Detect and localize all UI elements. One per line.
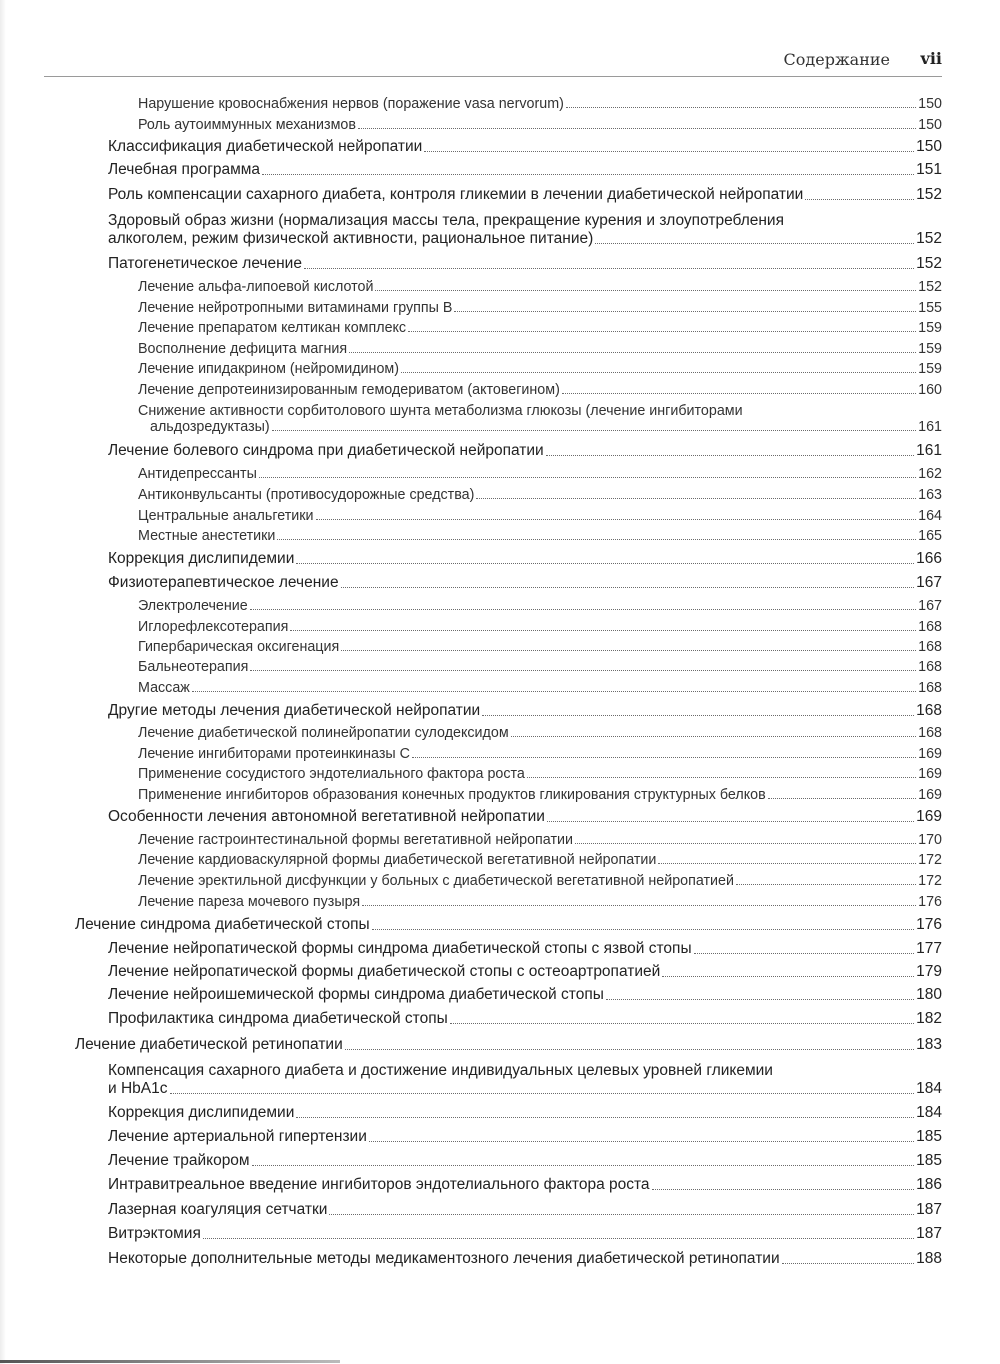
toc-entry[interactable] [138, 619, 942, 635]
toc-entry-page: 160 [918, 382, 942, 398]
dot-leader [575, 842, 916, 844]
toc-entry-label: Лечение диабетической ретинопатии [75, 1036, 343, 1053]
toc-entry-page: 152 [916, 186, 942, 203]
toc-entry-label: Центральные анальгетики [138, 508, 314, 524]
toc-entry-page: 187 [916, 1225, 942, 1242]
toc-entry-page: 187 [916, 1201, 942, 1218]
toc-entry-page: 182 [916, 1010, 942, 1027]
dot-leader [250, 608, 916, 610]
toc-entry-page: 161 [918, 419, 942, 435]
dot-leader [192, 690, 916, 692]
toc-entry-label: Лечение пареза мочевого пузыря [138, 894, 361, 910]
toc-entry-label: Лечение альфа-липоевой кислотой [138, 279, 374, 295]
toc-entry[interactable] [138, 487, 942, 503]
toc-entry-page: 150 [918, 117, 942, 133]
toc-entry-label: Витрэктомия [108, 1225, 201, 1242]
toc-entry-label: Снижение активности сорбитолового шунта метаболизма глюкозы (лечение ингибиторами [138, 403, 743, 419]
toc-entry[interactable] [108, 1104, 942, 1122]
toc-entry[interactable] [138, 832, 942, 848]
toc-entry[interactable] [75, 1036, 942, 1054]
dot-leader [362, 904, 916, 906]
toc-entry-label: Лечение гастроинтестинальной формы вегетативной нейропатии [138, 832, 573, 848]
toc-entry-page: 168 [918, 619, 942, 635]
toc-entry[interactable] [138, 300, 942, 316]
toc-entry[interactable] [138, 341, 942, 357]
toc-entry-page: 162 [918, 466, 942, 482]
toc-entry[interactable] [108, 186, 942, 204]
toc-entry-label-continuation: альдозредуктазы) [150, 419, 270, 435]
toc-entry[interactable] [138, 96, 942, 112]
dot-leader [341, 649, 916, 651]
toc-entry-label: Физиотерапевтическое лечение [108, 574, 339, 591]
toc-entry-page: 176 [918, 894, 942, 910]
toc-entry-page: 165 [918, 528, 942, 544]
dot-leader [546, 454, 914, 456]
toc-entry-page: 152 [918, 279, 942, 295]
toc-entry-label: Профилактика синдрома диабетической стопы [108, 1010, 448, 1027]
toc-entry[interactable] [108, 442, 942, 460]
dot-leader [401, 371, 916, 373]
toc-entry[interactable] [138, 598, 942, 614]
toc-entry-page: 168 [918, 659, 942, 675]
dot-leader [424, 150, 914, 152]
dot-leader [369, 1140, 914, 1142]
dot-leader [277, 538, 916, 540]
toc-entry-page: 169 [918, 766, 942, 782]
toc-entry-label: Антиконвульсанты (противосудорожные средства) [138, 487, 475, 503]
toc-entry[interactable] [138, 279, 942, 295]
dot-leader [547, 820, 914, 822]
dot-leader [296, 562, 914, 564]
dot-leader [511, 735, 916, 737]
toc-entry[interactable] [108, 161, 942, 179]
dot-leader [349, 351, 916, 353]
toc-entry-page: 184 [916, 1080, 942, 1097]
toc-entry[interactable] [138, 361, 942, 377]
toc-entry-label: Коррекция дислипидемии [108, 550, 295, 567]
dot-leader [341, 586, 915, 588]
toc-entry-page: 161 [916, 442, 942, 459]
toc-entry-label: Лечение нейротропными витаминами группы В [138, 300, 453, 316]
dot-leader [662, 975, 914, 977]
toc-entry[interactable] [108, 702, 942, 720]
toc-entry-label: Антидепрессанты [138, 466, 257, 482]
toc-entry-label-continuation: и HbA1c [108, 1080, 168, 1097]
toc-entry-page: 168 [918, 680, 942, 696]
dot-leader [694, 952, 915, 954]
toc-entry[interactable] [108, 574, 942, 592]
page-number: vii [920, 49, 942, 68]
dot-leader [805, 198, 914, 200]
toc-entry[interactable] [138, 787, 942, 803]
dot-leader [768, 797, 916, 799]
dot-leader [358, 127, 916, 129]
toc-entry-page: 167 [916, 574, 942, 591]
toc-entry[interactable] [138, 403, 942, 435]
dot-leader [454, 310, 916, 312]
toc-entry-page: 164 [918, 508, 942, 524]
toc-entry-label: Лечение диабетической полинейропатии сулодексидом [138, 725, 509, 741]
toc-entry-page: 179 [916, 963, 942, 980]
toc-entry[interactable] [108, 1250, 942, 1268]
toc-entry-label: Патогенетическое лечение [108, 255, 302, 272]
toc-entry[interactable] [138, 766, 942, 782]
bottom-page-edge [0, 1360, 340, 1363]
toc-entry-label: Нарушение кровоснабжения нервов (поражение vasa nervorum) [138, 96, 564, 112]
toc-entry[interactable] [138, 680, 942, 696]
toc-entry-page: 159 [918, 320, 942, 336]
dot-leader [476, 497, 916, 499]
toc-entry-page: 168 [918, 639, 942, 655]
toc-entry-label: Классификация диабетической нейропатии [108, 138, 423, 155]
toc-entry-label: Лечение артериальной гипертензии [108, 1128, 367, 1145]
toc-entry-page: 186 [916, 1176, 942, 1193]
dot-leader [329, 1213, 914, 1215]
toc-entry-label: Лечебная программа [108, 161, 261, 178]
toc-entry[interactable] [138, 528, 942, 544]
toc-entry[interactable] [138, 382, 942, 398]
toc-entry-page: 152 [916, 255, 942, 272]
dot-leader [375, 289, 916, 291]
toc-entry-page: 176 [916, 916, 942, 933]
dot-leader [250, 669, 916, 671]
toc-entry-page: 167 [918, 598, 942, 614]
toc-entry-page: 180 [916, 986, 942, 1003]
toc-entry-page: 168 [916, 702, 942, 719]
toc-entry[interactable] [108, 138, 942, 156]
toc-entry-label: Лечение препаратом келтикан комплекс [138, 320, 407, 336]
toc-entry-page: 155 [918, 300, 942, 316]
dot-leader [736, 883, 916, 885]
dot-leader [304, 267, 914, 269]
toc-entry[interactable] [138, 508, 942, 524]
toc-entry[interactable] [138, 725, 942, 741]
toc-entry-label: Лазерная коагуляция сетчатки [108, 1201, 328, 1218]
toc-entry-page: 185 [916, 1128, 942, 1145]
dot-leader [408, 330, 916, 332]
toc-entry-label: Лечение ингибиторами протеинкиназы С [138, 746, 410, 762]
dot-leader [290, 629, 916, 631]
toc-entry-label: Иглорефлексотерапия [138, 619, 289, 635]
toc-entry-page: 184 [916, 1104, 942, 1121]
toc-entry[interactable] [108, 1201, 942, 1219]
toc-entry-label: Гипербарическая оксигенация [138, 639, 340, 655]
toc-entry-label: Восполнение дефицита магния [138, 341, 348, 357]
toc-entry-label: Лечение нейропатической формы синдрома диабетической стопы с язвой стопы [108, 940, 692, 957]
dot-leader [372, 928, 914, 930]
toc-entry-label: Лечение синдрома диабетической стопы [75, 916, 370, 933]
toc-entry[interactable] [138, 852, 942, 868]
toc-entry-label: Лечение трайкором [108, 1152, 250, 1169]
toc-entry[interactable] [138, 873, 942, 889]
toc-entry-label: Здоровый образ жизни (нормализация массы тела, прекращение курения и злоупотребления [108, 212, 784, 229]
toc-entry[interactable] [138, 894, 942, 910]
dot-leader [566, 106, 916, 108]
toc-entry-label: Другие методы лечения диабетической нейропатии [108, 702, 481, 719]
toc-entry[interactable] [108, 550, 942, 568]
running-header [44, 46, 942, 77]
dot-leader [345, 1048, 914, 1050]
toc-entry-page: 169 [918, 787, 942, 803]
page-edge-shadow [0, 0, 6, 1364]
toc-entry-label: Коррекция дислипидемии [108, 1104, 295, 1121]
toc-entry-page: 163 [918, 487, 942, 503]
toc-entry-label: Применение сосудистого эндотелиального фактора роста [138, 766, 525, 782]
dot-leader [412, 756, 916, 758]
toc-entry[interactable] [138, 320, 942, 336]
toc-entry-page: 185 [916, 1152, 942, 1169]
toc-entry-page: 151 [916, 161, 942, 178]
toc-entry[interactable] [138, 746, 942, 762]
toc-entry-label: Лечение нейропатической формы диабетической стопы с остеоартропатией [108, 963, 661, 980]
dot-leader [450, 1022, 914, 1024]
dot-leader [259, 476, 916, 478]
dot-leader [606, 998, 914, 1000]
toc-entry-page: 183 [916, 1036, 942, 1053]
toc-entry-label-continuation: алкоголем, режим физической активности, рациональное питание) [108, 230, 594, 247]
toc-entry[interactable] [108, 986, 942, 1004]
toc-entry-label: Роль аутоиммунных механизмов [138, 117, 356, 133]
toc-entry[interactable] [138, 659, 942, 675]
dot-leader [782, 1262, 915, 1264]
toc-entry[interactable] [138, 466, 942, 482]
toc-entry-label: Массаж [138, 680, 190, 696]
toc-entry-label: Лечение эректильной дисфункции у больных с диабетической вегетативной нейропатией [138, 873, 734, 889]
toc-entry[interactable] [108, 1225, 942, 1243]
toc-entry[interactable] [138, 117, 942, 133]
toc-entry-label: Применение ингибиторов образования конечных продуктов гликирования структурных белков [138, 787, 766, 803]
dot-leader [652, 1188, 915, 1190]
toc-entry-label: Некоторые дополнительные методы медикаментозного лечения диабетической ретинопатии [108, 1250, 780, 1267]
toc-entry-label: Лечение нейроишемической формы синдрома диабетической стопы [108, 986, 604, 1003]
toc-entry-page: 170 [918, 832, 942, 848]
toc-entry[interactable] [108, 1062, 942, 1098]
toc-entry[interactable] [108, 808, 942, 826]
dot-leader [316, 518, 917, 520]
toc-entry-label: Особенности лечения автономной вегетативной нейропатии [108, 808, 545, 825]
toc-entry-page: 150 [916, 138, 942, 155]
toc-entry-label: Бальнеотерапия [138, 659, 249, 675]
toc-entry[interactable] [108, 212, 942, 248]
toc-entry-page: 177 [916, 940, 942, 957]
toc-entry[interactable] [108, 1176, 942, 1194]
toc-entry-label: Роль компенсации сахарного диабета, контроля гликемии в лечении диабетической нейропатии [108, 186, 804, 203]
dot-leader [296, 1116, 914, 1118]
dot-leader [527, 776, 916, 778]
toc-entry[interactable] [108, 255, 942, 273]
dot-leader [262, 173, 914, 175]
dot-leader [170, 1092, 915, 1094]
running-title: Содержание [783, 50, 890, 69]
toc-entry-page: 166 [916, 550, 942, 567]
toc-entry-page: 150 [918, 96, 942, 112]
dot-leader [252, 1164, 915, 1166]
toc-entry-page: 159 [918, 361, 942, 377]
toc-entry[interactable] [108, 1152, 942, 1170]
toc-entry[interactable] [108, 940, 942, 958]
toc-entry-page: 172 [918, 852, 942, 868]
dot-leader [658, 862, 916, 864]
toc-entry-page: 172 [918, 873, 942, 889]
dot-leader [595, 242, 914, 244]
toc-entry-page: 159 [918, 341, 942, 357]
toc-entry[interactable] [108, 963, 942, 981]
toc-entry-page: 169 [916, 808, 942, 825]
toc-entry-label: Лечение депротеинизированным гемодериватом (актовегином) [138, 382, 560, 398]
toc-entry[interactable] [108, 1010, 942, 1028]
toc-entry-label: Лечение болевого синдрома при диабетической нейропатии [108, 442, 544, 459]
toc-entry-label: Местные анестетики [138, 528, 276, 544]
dot-leader [272, 429, 916, 431]
dot-leader [562, 392, 916, 394]
toc-entry-label: Лечение ипидакрином (нейромидином) [138, 361, 399, 377]
toc-entry-label: Интравитреальное введение ингибиторов эндотелиального фактора роста [108, 1176, 650, 1193]
toc-entry[interactable] [75, 916, 942, 934]
toc-entry-page: 188 [916, 1250, 942, 1267]
dot-leader [203, 1237, 914, 1239]
toc-entry-label: Электролечение [138, 598, 248, 614]
toc-entry[interactable] [138, 639, 942, 655]
toc-entry[interactable] [108, 1128, 942, 1146]
toc-entry-page: 168 [918, 725, 942, 741]
toc-entry-label: Компенсация сахарного диабета и достижение индивидуальных целевых уровней гликемии [108, 1062, 773, 1079]
dot-leader [482, 714, 914, 716]
toc-entry-page: 152 [916, 230, 942, 247]
toc-entry-page: 169 [918, 746, 942, 762]
toc-entry-label: Лечение кардиоваскулярной формы диабетической вегетативной нейропатии [138, 852, 657, 868]
